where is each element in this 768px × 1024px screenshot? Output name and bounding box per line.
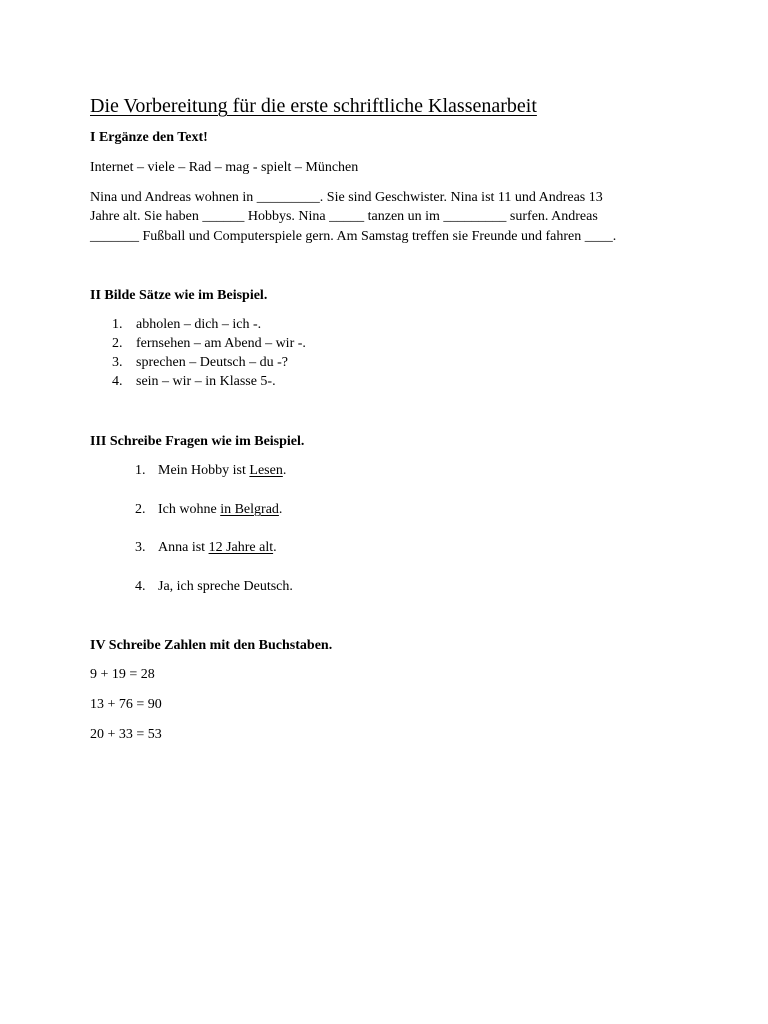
section-4-heading: IV Schreibe Zahlen mit den Buchstaben. <box>90 638 333 653</box>
list-item-number: 2. <box>135 502 146 517</box>
list-item: Ich wohne in Belgrad. <box>158 502 283 517</box>
list-item-number: 1. <box>112 317 123 332</box>
section-3-heading: III Schreibe Fragen wie im Beispiel. <box>90 434 305 449</box>
list-item-number: 3. <box>135 540 146 555</box>
list-item: abholen – dich – ich -. <box>136 317 262 332</box>
equation-2: 13 + 76 = 90 <box>90 697 162 712</box>
paragraph-line-1: Nina und Andreas wohnen in _________. Sie sind Geschwister. Nina ist 11 und Andreas 13 <box>90 190 603 205</box>
list-item: Mein Hobby ist Lesen. <box>158 463 287 478</box>
section-2-heading: II Bilde Sätze wie im Beispiel. <box>90 288 268 303</box>
equation-3: 20 + 33 = 53 <box>90 727 162 742</box>
section-1-heading: I Ergänze den Text! <box>90 130 208 145</box>
list-item-number: 4. <box>112 374 123 389</box>
list-item: sprechen – Deutsch – du -? <box>136 355 289 370</box>
underlined-answer: in Belgrad <box>220 502 279 517</box>
list-item: sein – wir – in Klasse 5-. <box>136 374 276 389</box>
list-item: Ja, ich spreche Deutsch. <box>158 579 293 594</box>
paragraph-line-2: Jahre alt. Sie haben ______ Hobbys. Nina _____ tanzen un im _________ surfen. Andreas <box>90 209 598 224</box>
list-item-number: 4. <box>135 579 146 594</box>
page-title: Die Vorbereitung für die erste schriftliche Klassenarbeit <box>90 95 537 117</box>
underlined-answer: Lesen <box>249 463 283 478</box>
list-item-number: 1. <box>135 463 146 478</box>
list-item: Anna ist 12 Jahre alt. <box>158 540 277 555</box>
word-bank: Internet – viele – Rad – mag - spielt – München <box>90 160 359 175</box>
paragraph-line-3: _______ Fußball und Computerspiele gern. Am Samstag treffen sie Freunde und fahren ____. <box>90 229 617 244</box>
list-item-number: 3. <box>112 355 123 370</box>
list-item-number: 2. <box>112 336 123 351</box>
equation-1: 9 + 19 = 28 <box>90 667 155 682</box>
underlined-answer: 12 Jahre alt <box>208 540 274 555</box>
list-item: fernsehen – am Abend – wir -. <box>136 336 306 351</box>
